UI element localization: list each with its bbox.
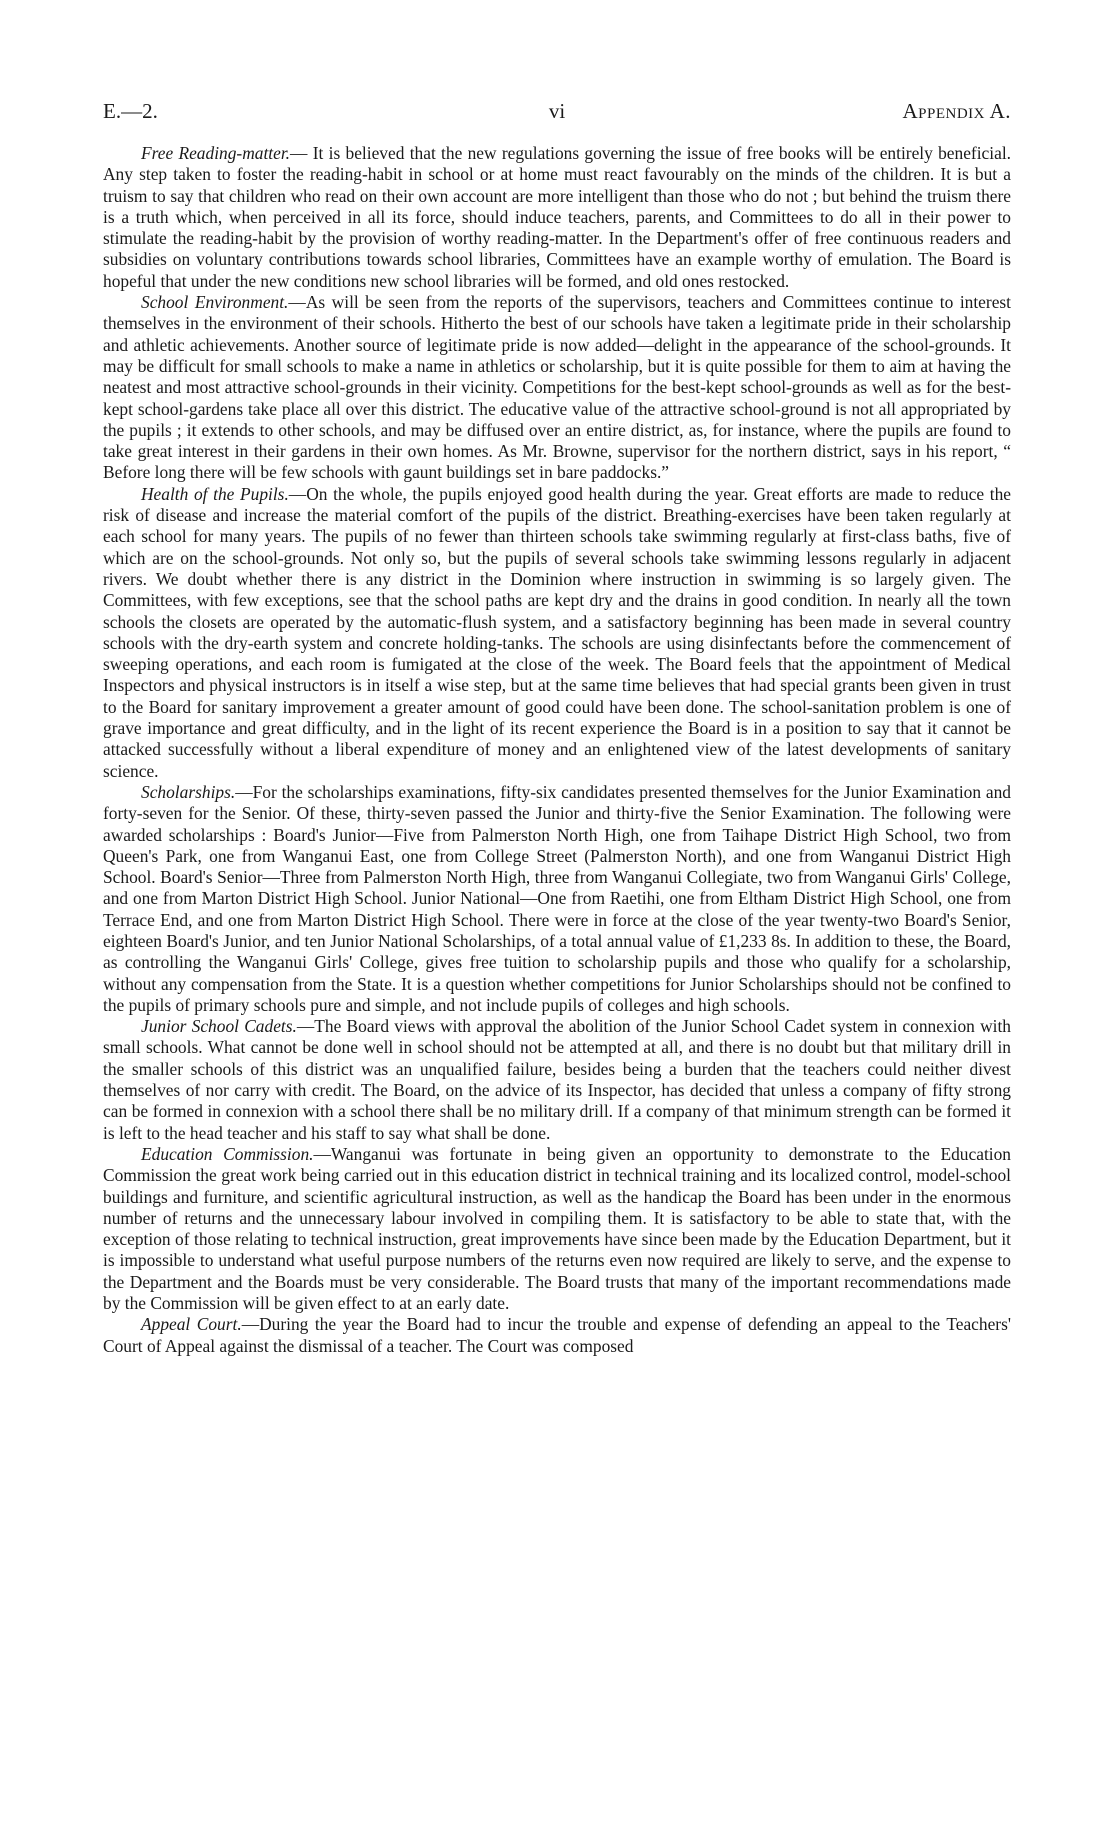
report-reference: E.—2. [103, 99, 158, 123]
paragraph-text: —During the year the Board had to incur the trouble and expense of defending an appeal to the Teachers' Court of Appeal against the dismissal of a teacher. The Court was composed [103, 1314, 1011, 1356]
paragraph-junior-school-cadets [103, 1016, 1011, 1144]
paragraph-heading: Health of the Pupils. [141, 483, 289, 504]
paragraph-text: — It is believed that the new regulations governing the issue of free books will be entirely beneficial. Any step taken to foster the reading-habit in school or at home must react favourably on the minds of the children. It is but a truism to say that children who read on their own account are more intelligent than those who do not ; but behind the truism there is a truth which, when perceived in all its force, should induce teachers, parents, and Committees to do all in their power to stimulate the reading-habit by the provision of worthy reading-matter. In the Department's offer of free continuous readers and subsidies on voluntary contributions towards school libraries, Committees have an example worthy of emulation. The Board is hopeful that under the new conditions new school libraries will be formed, and old ones restocked. [103, 143, 1012, 291]
paragraph-heading: Junior School Cadets. [141, 1016, 297, 1037]
paragraph-heading: Appeal Court. [141, 1314, 242, 1335]
paragraph-school-environment [103, 292, 1011, 484]
paragraph-scholarships [103, 782, 1011, 1016]
paragraph-text: —The Board views with approval the abolition of the Junior School Cadet system in connexion with small schools. What cannot be done well in school should not be attempted at all, and there is no doubt but that military drill in the smaller schools of this district was an unqualified failure, besides being a burden that the teachers could neither divest themselves of nor carry with credit. The Board, on the advice of its Inspector, has decided that unless a company of fifty strong can be formed in connexion with a school there shall be no military drill. If a company of that minimum strength can be formed it is left to the head teacher and his staff to say what shall be done. [103, 1016, 1012, 1143]
paragraph-text: —Wanganui was fortunate in being given an opportunity to demonstrate to the Education Commission the great work being carried out in this education district in technical training and its localized control, model-school buildings and furniture, and scientific agricultural instruction, as well as the handicap the Board has been under in the enormous number of returns and the unnecessary labour involved in compiling them. It is satisfactory to be able to state that, with the exception of those relating to technical instruction, great improvements have since been made by the Education Department, but it is impossible to understand what useful purpose numbers of the returns even now required are likely to serve, and the expense to the Department and the Boards must be very considerable. The Board trusts that many of the important recommendations made by the Commission will be given effect to at an early date. [103, 1143, 1011, 1314]
paragraph-heading: Education Commission. [141, 1143, 314, 1164]
paragraph-text: —As will be seen from the reports of the supervisors, teachers and Committees continue to interest themselves in the environment of their schools. Hitherto the best of our schools have taken a legitimate pride in their scholarship and athletic achievements. Another source of legitimate pride is now added—delight in the appearance of the school-grounds. It may be difficult for small schools to make a name in athletics or scholarship, but it is quite possible for them to aim at having the neatest and most attractive school-grounds in their vicinity. Competitions for the best-kept school-grounds as well as for the best-kept school-gardens take place all over this district. The educative value of the attractive school-ground is not all appropriated by the pupils ; it extends to other schools, and may be diffused over an entire district, as, for instance, where the pupils are found to take great interest in their gardens in their own homes. As Mr. Browne, supervisor for the northern district, says in his report, “ Before long there will be few schools with gaunt buildings set in bare paddocks.” [103, 292, 1012, 483]
paragraph-heading: Scholarships. [141, 781, 236, 802]
paragraph-text: —For the scholarships examinations, fifty-six candidates presented themselves for the Junior Examination and forty-seven for the Senior. Of these, thirty-seven passed the Junior and thirty-five the Senior Examination. The following were awarded scholarships : Board's Junior—Five from Palmerston North High, one from Taihape District High School, two from Queen's Park, one from Wanganui East, one from College Street (Palmerston North), and one from Wanganui District High School. Board's Senior—Three from Palmerston North High, three from Wanganui Collegiate, two from Wanganui Girls' College, and one from Marton District High School. Junior National—One from Raetihi, one from Eltham District High School, one from Terrace End, and one from Marton District High School. There were in force at the close of the year twenty-two Board's Senior, eighteen Board's Junior, and ten Junior National Scholarships, of a total annual value of £1,233 8s. In addition to these, the Board, as controlling the Wanganui Girls' College, gives free tuition to scholarship pupils and those who qualify for a scholarship, without any compensation from the State. It is a question whether competitions for Junior Scholarships should not be confined to the pupils of primary schools pure and simple, and not include pupils of colleges and high schools. [103, 781, 1011, 1015]
paragraph-text: —On the whole, the pupils enjoyed good health during the year. Great efforts are made to reduce the risk of disease and increase the material comfort of the pupils of the district. Breathing-exercises have been taken regularly at each school for many years. The pupils of no fewer than thirteen schools take swimming regularly at first-class baths, five of which are on the school-grounds. Not only so, but the pupils of several schools take swimming lessons regularly in adjacent rivers. We doubt whether there is any district in the Dominion where instruction in swimming is so largely given. The Committees, with few exceptions, see that the school paths are kept dry and the drains in good condition. In nearly all the town schools the closets are operated by the automatic-flush system, and a satisfactory beginning has been made in several country schools with the dry-earth system and concrete holding-tanks. The schools are using disinfectants before the commencement of sweeping operations, and each room is fumigated at the close of the week. The Board feels that the appointment of Medical Inspectors and physical instructors is in itself a wise step, but at the same time believes that had special grants been given in trust to the Board for sanitary improvement a greater amount of good could have been done. The school-sanitation problem is one of grave importance and great difficulty, and in the light of its recent experience the Board is in a position to say that it cannot be attacked successfully without a liberal expenditure of money and an enlightened view of the latest developments of sanitary science. [103, 483, 1011, 781]
paragraph-heading: Free Reading-matter. [141, 143, 291, 163]
page-header [103, 96, 1011, 126]
paragraph-heading: School Environment. [141, 292, 289, 313]
page-number: vi [548, 99, 566, 123]
report-body [103, 143, 1011, 1357]
paragraph-free-reading-matter [103, 143, 1011, 292]
paragraph-health-of-pupils [103, 484, 1011, 782]
appendix-label: Appendix A. [902, 99, 1011, 123]
paragraph-education-commission [103, 1144, 1011, 1314]
paragraph-appeal-court [103, 1314, 1011, 1357]
